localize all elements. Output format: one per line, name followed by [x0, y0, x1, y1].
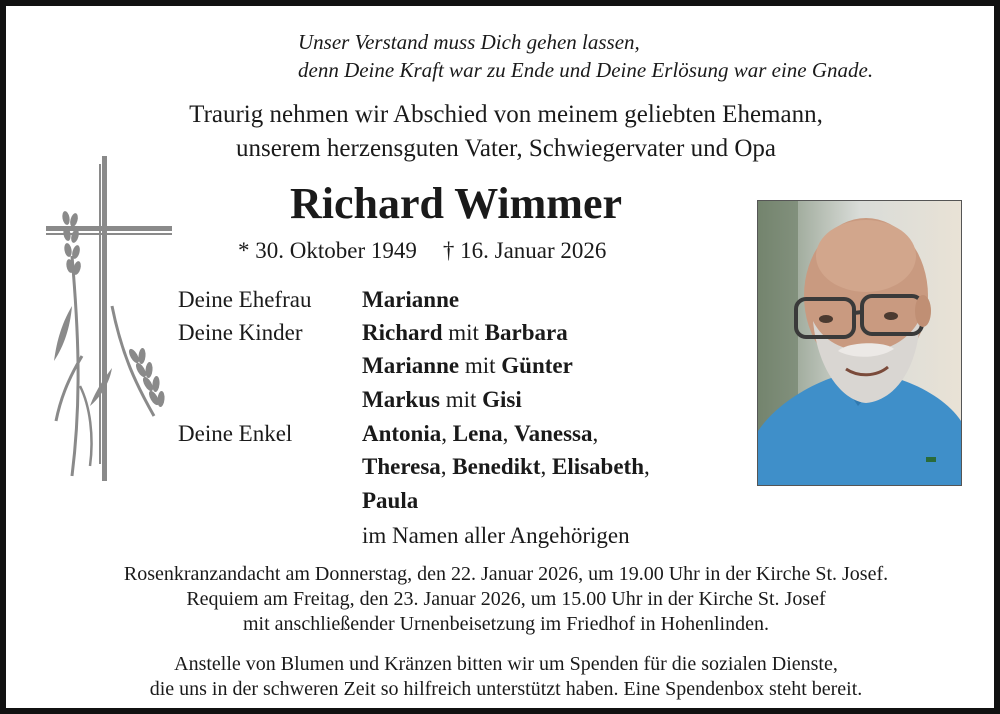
grandchildren-line-1: Antonia, Lena, Vanessa, — [362, 421, 599, 446]
birth-date: * 30. Oktober 1949 — [238, 238, 417, 263]
grandchildren-line-3: Paula — [362, 488, 419, 513]
intro-line-1: Traurig nehmen wir Abschied von meinem geliebten Ehemann, — [189, 101, 823, 128]
child-entry: Richard mit Barbara — [362, 320, 568, 345]
children-label: Deine Kinder — [178, 320, 303, 345]
portrait-photo — [757, 200, 962, 486]
closing-line: im Namen aller Angehörigen — [362, 523, 630, 548]
death-date: † 16. Januar 2026 — [442, 238, 607, 263]
intro-line-2: unserem herzensguten Vater, Schwiegervater und Opa — [235, 135, 776, 162]
cross-wheat-icon — [42, 156, 174, 481]
rosary-service: Rosenkranzandacht am Donnerstag, den 22. Januar 2026, um 19.00 Uhr in der Kirche St. Josef. — [123, 563, 889, 585]
urn-burial: mit anschließender Urnenbeisetzung im Friedhof in Hohenlinden. — [243, 613, 769, 635]
child-entry: Markus mit Gisi — [362, 387, 522, 412]
requiem-service: Requiem am Freitag, den 23. Januar 2026, um 15.00 Uhr in der Kirche St. Josef — [186, 588, 826, 610]
portrait-illustration — [758, 201, 961, 485]
spouse-name: Marianne — [362, 287, 460, 312]
life-dates — [238, 236, 606, 266]
motto-line-1: Unser Verstand muss Dich gehen lassen, — [298, 30, 640, 54]
donation-line-1: Anstelle von Blumen und Kränzen bitten wir um Spenden für die sozialen Dienste, — [174, 653, 838, 675]
child-entry: Marianne mit Günter — [362, 353, 573, 378]
deceased-name: Richard Wimmer — [290, 179, 622, 228]
donation-line-2: die uns in der schweren Zeit so hilfreich unterstützt haben. Eine Spendenbox steht bereit. — [149, 678, 863, 700]
grandchildren-line-2: Theresa, Benedikt, Elisabeth, — [362, 454, 650, 479]
spouse-label: Deine Ehefrau — [178, 287, 312, 312]
grandchildren-label: Deine Enkel — [178, 421, 293, 446]
motto-line-2: denn Deine Kraft war zu Ende und Deine Erlösung war eine Gnade. — [298, 58, 874, 82]
